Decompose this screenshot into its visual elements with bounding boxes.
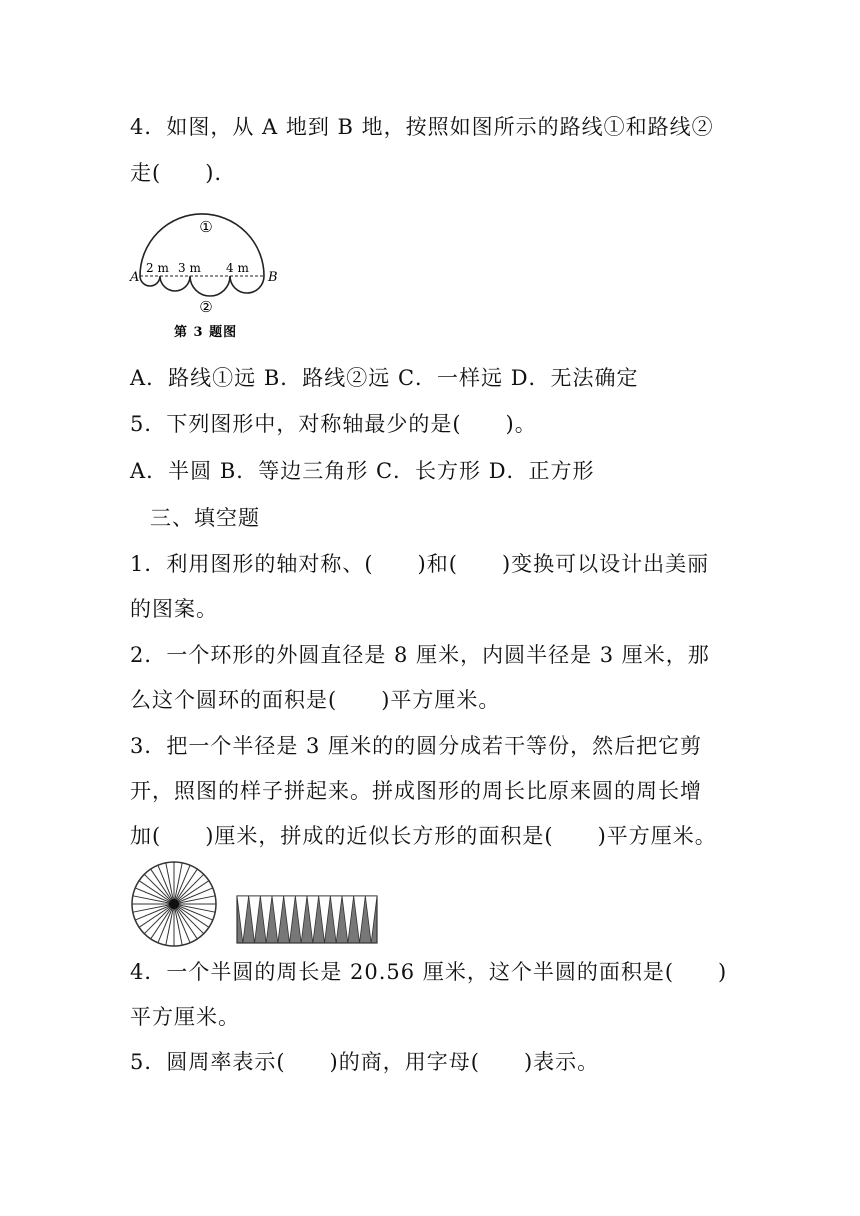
sector-circle — [128, 858, 220, 950]
fill1-line2: 的图案。 — [130, 597, 218, 621]
fill2-line1: 2．一个环形的外圆直径是 8 厘米，内圆半径是 3 厘米，那 — [130, 643, 710, 667]
fill2-line2: 么这个圆环的面积是( )平方厘米。 — [130, 688, 501, 712]
q5-options: A．半圆 B．等边三角形 C．长方形 D．正方形 — [130, 459, 595, 483]
fill5-text: 5．圆周率表示( )的商，用字母( )表示。 — [130, 1050, 600, 1074]
q4-text-line2: 走( ). — [130, 161, 223, 185]
label-route1: ① — [199, 218, 213, 236]
fill3-line3: 加( )厘米，拼成的近似长方形的面积是( )平方厘米。 — [130, 824, 717, 848]
fill4-line2: 平方厘米。 — [130, 1005, 240, 1029]
route-diagram — [128, 208, 288, 343]
fill1-line1: 1．利用图形的轴对称、( )和( )变换可以设计出美丽 — [130, 552, 710, 576]
section-title: 三、填空题 — [150, 506, 260, 530]
q4-options: A．路线①远 B．路线②远 C．一样远 D．无法确定 — [130, 366, 639, 390]
fill3-line1: 3．把一个半径是 3 厘米的的圆分成若干等份，然后把它剪 — [130, 734, 703, 758]
q4-text-line1: 4．如图，从 A 地到 B 地，按照如图所示的路线①和路线② — [130, 115, 714, 139]
figure-caption: 第 3 题图 — [174, 325, 238, 340]
label-seg3: 4 m — [226, 261, 249, 275]
label-route2: ② — [199, 298, 213, 316]
label-seg1: 2 m — [146, 261, 169, 275]
label-point-a: A — [130, 270, 140, 285]
fill3-line2: 开，照图的样子拼起来。拼成图形的周长比原来圆的周长增 — [130, 779, 702, 803]
route2-arcs — [140, 276, 230, 296]
fill4-line1: 4．一个半圆的周长是 20.56 厘米，这个半圆的面积是( ) — [130, 960, 728, 984]
label-point-b: B — [268, 270, 278, 285]
label-seg2: 3 m — [178, 261, 201, 275]
q5-text: 5．下列图形中，对称轴最少的是( )。 — [130, 412, 537, 436]
route2-arc-right — [230, 276, 264, 293]
approx-rectangle — [236, 895, 378, 945]
